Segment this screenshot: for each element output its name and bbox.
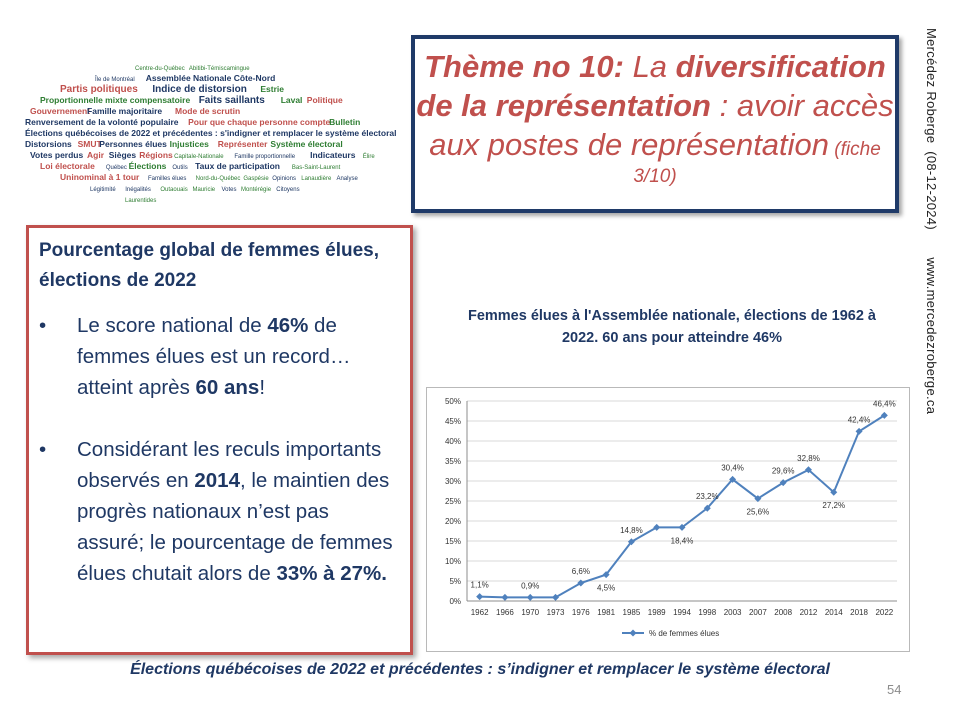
word-cloud-word: Capitale-Nationale: [174, 154, 224, 160]
data-label: 0,9%: [521, 581, 540, 591]
x-tick-label: 1994: [673, 608, 691, 617]
word-cloud-word: Personnes élues: [99, 139, 167, 149]
x-tick-label: 2012: [799, 608, 818, 617]
data-label: 18,4%: [670, 536, 694, 546]
y-tick-label: 15%: [444, 537, 461, 546]
author-name: Mercédez Roberge: [924, 28, 939, 144]
theme-title-bold-1: diversification: [675, 49, 886, 84]
word-cloud-word: Outaouais: [160, 187, 188, 193]
word-cloud-word: Proportionnelle mixte compensatoire: [40, 95, 191, 105]
word-cloud-word: Inégalités: [125, 187, 151, 193]
data-label: 25,6%: [746, 507, 770, 517]
theme-title-bold-2: de la représentation: [416, 88, 711, 123]
x-tick-label: 1973: [546, 608, 565, 617]
word-cloud-word: Citoyens: [276, 187, 300, 193]
word-cloud-word: Centre-du-Québec: [135, 66, 185, 72]
x-tick-label: 1998: [698, 608, 717, 617]
word-cloud-word: Laval: [280, 95, 303, 105]
data-label: 1,1%: [470, 580, 489, 590]
word-cloud-word: Renversement de la volonté populaire: [25, 117, 179, 127]
word-cloud-word: Bulletin: [329, 117, 361, 127]
word-cloud-word: Bas-Saint-Laurent: [291, 165, 341, 171]
word-cloud-word: Famille proportionnelle: [234, 154, 296, 160]
y-tick-label: 10%: [444, 557, 461, 566]
data-label: 42,4%: [847, 415, 871, 425]
word-cloud-word: Légitimité: [90, 187, 116, 193]
y-tick-label: 40%: [444, 437, 461, 446]
legend-label: % de femmes élues: [649, 629, 720, 638]
theme-number: Thème no 10:: [424, 49, 624, 84]
data-label: 14,8%: [620, 525, 643, 535]
x-tick-label: 1976: [571, 608, 590, 617]
word-cloud-word: Taux de participation: [195, 161, 280, 171]
word-cloud-word: Sièges: [108, 150, 137, 160]
theme-title-box: [411, 35, 899, 213]
word-cloud-word: Pour que chaque personne compte: [188, 117, 331, 127]
y-tick-label: 45%: [444, 417, 461, 426]
word-cloud-word: Laurentides: [125, 198, 157, 204]
word-cloud-word: Famille majoritaire: [87, 106, 163, 116]
word-cloud-word: Agir: [87, 150, 105, 160]
word-cloud-word: Élections: [128, 161, 167, 171]
x-tick-label: 1966: [496, 608, 514, 617]
x-tick-label: 2008: [774, 608, 793, 617]
x-tick-label: 2007: [748, 608, 767, 617]
bullet-1-text-c: de femmes élues est un record… atteint après: [77, 314, 351, 399]
x-tick-label: 1962: [470, 608, 489, 617]
word-cloud-word: Régions: [139, 150, 173, 160]
word-cloud-word: Assemblée Nationale: [145, 73, 232, 83]
x-tick-label: 2014: [824, 608, 843, 617]
data-label: 27,2%: [822, 501, 846, 511]
word-cloud-word: Outils: [172, 165, 188, 171]
author-vertical-text: [909, 28, 939, 468]
word-cloud-word: Représenter: [217, 139, 268, 149]
word-cloud-word: Côte-Nord: [233, 73, 276, 83]
word-cloud-word: Votes perdus: [30, 150, 84, 160]
data-label: 46,4%: [873, 399, 896, 409]
word-cloud-word: Système électoral: [270, 139, 343, 149]
data-label: 29,6%: [771, 466, 795, 476]
theme-title-line-3: [415, 125, 895, 164]
x-tick-label: 1970: [521, 608, 540, 617]
word-cloud-word: Île de Montréal: [95, 77, 135, 83]
word-cloud-word: Abitibi-Témiscamingue: [188, 66, 250, 72]
word-cloud-image: [20, 60, 400, 210]
bullet-1-text-a: Le score national de: [77, 314, 268, 337]
y-tick-label: 5%: [449, 577, 461, 586]
bullet-2-text-c: , le maintien des progrès nationaux n’est pas assuré; le pourcentage de femmes élues chutait alors de: [77, 469, 393, 585]
word-cloud-word: Mode de scrutin: [175, 106, 241, 116]
theme-title-rest-1: : avoir accès: [710, 88, 894, 123]
author-site: www.mercedezroberge.ca: [924, 257, 939, 415]
bullet-record: [39, 310, 400, 403]
y-tick-label: 35%: [444, 457, 461, 466]
bullet-1-bold-years: 60 ans: [195, 376, 260, 399]
theme-title-line-2: [415, 86, 895, 125]
y-tick-label: 25%: [444, 497, 461, 506]
data-label: 6,6%: [571, 567, 590, 576]
line-chart: [427, 388, 909, 651]
word-cloud-word: Familles élues: [147, 176, 187, 182]
x-tick-label: 2018: [850, 608, 868, 617]
word-cloud-word: Partis politiques: [60, 84, 138, 95]
word-cloud-word: Indicateurs: [310, 150, 356, 160]
data-label: 4,5%: [597, 583, 616, 593]
author-date: (08-12-2024): [924, 151, 939, 230]
text-box-heading: Pourcentage global de femmes élues, élections de 2022: [39, 240, 379, 291]
theme-fiche-2: 3/10): [633, 166, 677, 187]
word-cloud-word: Politique: [306, 95, 343, 105]
word-cloud-word: Uninominal à 1 tour: [60, 172, 140, 182]
word-cloud-word: Gouvernement: [30, 106, 90, 116]
word-cloud-word: Faits saillants: [198, 95, 265, 106]
y-tick-label: 20%: [444, 517, 461, 526]
word-cloud-word: Injustices: [169, 139, 209, 149]
bullet-2-text-a: Considérant les reculs importants observés en: [77, 438, 382, 492]
x-tick-label: 2022: [875, 608, 894, 617]
word-cloud-word: Mauricie: [192, 187, 216, 193]
x-tick-label: 1981: [597, 608, 616, 617]
word-cloud-word: SMUT: [77, 139, 102, 149]
word-cloud-word: Estrie: [260, 84, 285, 94]
word-cloud-word: Opinions: [272, 176, 296, 182]
data-label: 23,2%: [695, 492, 719, 502]
y-tick-label: 50%: [444, 397, 461, 406]
chart-title: Femmes élues à l'Assemblée nationale, élections de 1962 à 2022. 60 ans pour atteindre 46%: [467, 308, 877, 346]
word-cloud-word: Indice de distorsion: [152, 84, 247, 95]
bullet-1-bold-percent: 46%: [267, 314, 309, 337]
bullet-dot: •: [39, 314, 47, 337]
page-number: 54: [887, 682, 902, 697]
word-cloud-word: Élections québécoises de 2022 et précédentes : s'indigner et remplacer le système électoral: [25, 128, 397, 138]
data-point: [527, 594, 534, 601]
theme-fiche-1: (fiche: [829, 139, 881, 160]
word-cloud-word: Loi électorale: [40, 161, 95, 171]
word-cloud-word: Distorsions: [25, 139, 72, 149]
word-cloud-word: Montérégie: [241, 187, 272, 193]
word-cloud-word: Votes: [221, 187, 237, 193]
legend-marker: [630, 630, 637, 637]
word-cloud-word: Analyse: [336, 176, 358, 182]
word-cloud-word: Lanaudière: [301, 176, 332, 182]
women-elected-text-box: [26, 225, 413, 655]
x-tick-label: 1985: [622, 608, 641, 617]
data-label: 30,4%: [721, 463, 744, 473]
y-tick-label: 0%: [449, 597, 461, 606]
x-tick-label: 1989: [647, 608, 666, 617]
footer-text: Élections québécoises de 2022 et précédentes : s’indigner et remplacer le système électoral: [130, 661, 830, 678]
data-label: 32,8%: [797, 453, 820, 463]
word-cloud-word: Nord-du-Québec: [195, 176, 241, 182]
word-cloud-word: Québec: [105, 165, 127, 171]
theme-title-la: La: [623, 49, 676, 84]
bullet-dot: •: [39, 438, 47, 461]
word-cloud-word: Élire: [362, 154, 375, 160]
line-chart-frame: [426, 387, 910, 652]
data-point: [476, 593, 483, 600]
data-point: [501, 594, 508, 601]
word-cloud-svg: [20, 60, 400, 210]
bullet-decline: [39, 434, 400, 589]
theme-title-rest-2: aux postes de représentation: [429, 127, 830, 162]
bullet-2-bold-year: 2014: [194, 469, 240, 492]
word-cloud-word: Gaspésie: [243, 176, 269, 182]
theme-title-line-1: [415, 47, 895, 86]
y-tick-label: 30%: [444, 477, 461, 486]
x-tick-label: 2003: [723, 608, 742, 617]
bullet-2-bold-range: 33% à 27%.: [276, 562, 387, 585]
bullet-1-text-e: !: [259, 376, 266, 399]
